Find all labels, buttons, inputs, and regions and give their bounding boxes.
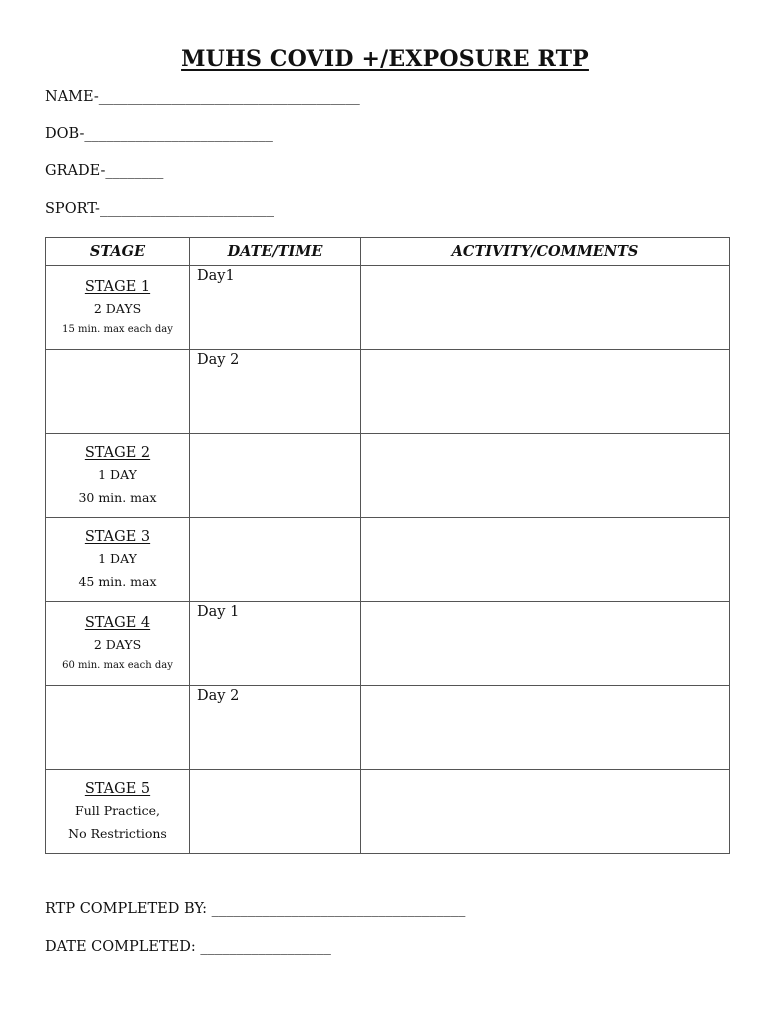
stage-cell	[46, 686, 190, 770]
comments-cell[interactable]	[361, 518, 730, 602]
dob-field[interactable]: DOB-__________________________	[45, 126, 273, 142]
rtp-completed-by-field[interactable]: RTP COMPLETED BY: ___________________________________	[45, 901, 466, 917]
stage-cell	[46, 602, 190, 686]
grade-field[interactable]: GRADE-________	[45, 163, 164, 179]
stage-cell	[46, 518, 190, 602]
stage-limit: 15 min. max each day	[62, 323, 173, 335]
header-date-time: DATE/TIME	[190, 238, 361, 266]
stage-cell	[46, 434, 190, 518]
table-row	[46, 770, 730, 854]
stage-name: STAGE 2	[84, 444, 151, 461]
table-row	[46, 434, 730, 518]
table-row	[46, 686, 730, 770]
header-stage: STAGE	[46, 238, 190, 266]
stage-duration: 1 DAY	[98, 550, 137, 566]
sport-field[interactable]: SPORT-________________________	[45, 201, 274, 217]
day-label: Day 2	[197, 352, 240, 368]
comments-cell[interactable]	[361, 350, 730, 434]
stage-name: STAGE 1	[84, 278, 151, 295]
table-header-row	[46, 238, 730, 266]
stage-cell	[46, 350, 190, 434]
comments-cell[interactable]	[361, 686, 730, 770]
table-row	[46, 518, 730, 602]
day-label: Day1	[197, 268, 235, 284]
stage-cell	[46, 770, 190, 854]
header-activity-comments: ACTIVITY/COMMENTS	[361, 238, 730, 266]
comments-cell[interactable]	[361, 602, 730, 686]
date-time-cell[interactable]	[190, 350, 361, 434]
date-time-cell[interactable]	[190, 686, 361, 770]
date-time-cell[interactable]	[190, 266, 361, 350]
stage-duration: 2 DAYS	[93, 300, 142, 316]
day-label: Day 2	[197, 688, 240, 704]
stage-name: STAGE 3	[84, 528, 151, 545]
day-label: Day 1	[197, 604, 240, 620]
date-time-cell[interactable]	[190, 602, 361, 686]
date-time-cell[interactable]	[190, 770, 361, 854]
comments-cell[interactable]	[361, 266, 730, 350]
stage-name: STAGE 5	[84, 780, 151, 797]
date-completed-field[interactable]: DATE COMPLETED: __________________	[45, 939, 331, 955]
stage-duration: 1 DAY	[98, 466, 137, 482]
comments-cell[interactable]	[361, 434, 730, 518]
name-field[interactable]: NAME-____________________________________	[45, 89, 360, 105]
page-title: MUHS COVID +/EXPOSURE RTP	[181, 46, 589, 72]
table-row	[46, 602, 730, 686]
stage-limit: 60 min. max each day	[62, 659, 173, 671]
stage-duration: 2 DAYS	[93, 636, 142, 652]
stage-limit: 45 min. max	[78, 573, 157, 589]
comments-cell[interactable]	[361, 770, 730, 854]
rtp-table	[45, 237, 730, 854]
stage-duration: Full Practice,	[75, 802, 160, 818]
stage-limit: No Restrictions	[68, 825, 167, 841]
stage-limit: 30 min. max	[78, 489, 157, 505]
stage-name: STAGE 4	[84, 614, 151, 631]
stage-cell	[46, 266, 190, 350]
table-row	[46, 350, 730, 434]
table-row	[46, 266, 730, 350]
date-time-cell[interactable]	[190, 434, 361, 518]
date-time-cell[interactable]	[190, 518, 361, 602]
